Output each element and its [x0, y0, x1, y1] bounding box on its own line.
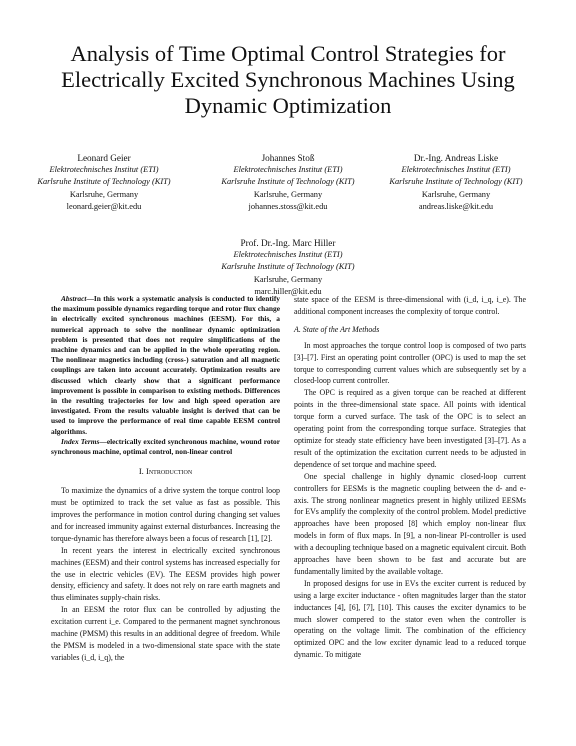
author-name: Johannes Stoß	[261, 153, 315, 163]
paragraph: To maximize the dynamics of a drive system the torque control loop must be optimized to track the set value as fast as possible. This improves the performance in motion control during changing set values and for increased immunity against external disturbances. Increasing the torque-dynamic has therefore always been a focus of research [1], [2].	[51, 486, 280, 543]
author-block-4	[188, 237, 388, 298]
author-name: Leonard Geier	[77, 153, 131, 163]
author-department: Elektrotechnisches Institut (ETI)	[49, 165, 159, 175]
paragraph: In most approaches the torque control loop is composed of two parts [3]–[7]. First an operating point controller (OPC) is used to map the set torque to corresponding current values which are subsequently set by a closed-loop current controller.	[294, 340, 526, 386]
author-department: Elektrotechnisches Institut (ETI)	[233, 165, 343, 175]
abstract	[51, 294, 280, 437]
author-institution: Karlsruhe Institute of Technology (KIT)	[221, 177, 355, 187]
author-institution: Karlsruhe Institute of Technology (KIT)	[37, 177, 171, 187]
author-block-2	[200, 152, 376, 213]
index-terms	[51, 437, 280, 457]
author-institution: Karlsruhe Institute of Technology (KIT)	[221, 262, 355, 272]
right-column	[294, 294, 526, 661]
author-location: Karlsruhe, Germany	[421, 189, 491, 199]
abstract-lead: Abstract	[61, 294, 87, 303]
paragraph: The OPC is required as a given torque can be reached at different points in the three-dimensional state space. All points with identical torque form a curved surface. The task of the OPC is to select an operating point from the corresponding torque surface. Strategies that optimize for steady state efficiency have been investigated [3]–[7]. As a result of the optimization the excitation current needs to be adjusted in dependence of set torque and machine speed.	[294, 388, 526, 469]
left-column	[51, 294, 280, 664]
author-department: Elektrotechnisches Institut (ETI)	[233, 250, 343, 260]
author-email: marc.hiller@kit.edu	[254, 286, 322, 296]
section-heading: I. Introduction	[138, 466, 193, 477]
author-location: Karlsruhe, Germany	[253, 189, 323, 199]
index-terms-text: —electrically excited synchronous machine, wound rotor synchronous machine, optimal control, non-linear control	[51, 436, 281, 457]
paragraph: In recent years the interest in electrically excited synchronous machines (EESM) and their control systems has increased especially for the use in electric vehicles (EV). The EESM provides high power density, efficiency and safety. It does not rely on rare earth magnets and thus eliminates supply-chain risks.	[51, 545, 280, 603]
paragraph: In proposed designs for use in EVs the exciter current is reduced by using a large exciter inductance - often magnitudes larger than the stator inductances [4], [6], [7], [10]. This causes the exciter dynamics to be much slower compered to the stator even when the controller is operating on the voltage limit. The combination of the efficiency optimized OPC and the low exciter dynamic lead to a reduced torque dynamic. To mitigate	[294, 578, 526, 660]
author-name: Prof. Dr.-Ing. Marc Hiller	[240, 238, 336, 248]
paper-title: Analysis of Time Optimal Control Strategies for Electrically Excited Synchronous Machines Using Dynamic Optimization	[61, 41, 515, 118]
author-block-3	[370, 152, 542, 213]
author-department: Elektrotechnisches Institut (ETI)	[401, 165, 511, 175]
abstract-text: —In this work a systematic analysis is conducted to identify the maximum possible dynamics regarding torque and rotor flux change in electrically excited synchronous machines (EESM). For this, a numerical approach to solve the nonlinear dynamic optimization problem is presented that does not require simplifications of the machine dynamics and can be applied in the whole operating region. The nonlinear magnetics including (cross-) saturation and all magnetic couplings are taken into account accurately. Optimization results are discussed which clearly show that a significant performance improvement is possible in comparison to existing methods. Differences in the resulting trajectories for low and high speed operation are investigated. From the results valuable insight is derived that can be used to improve the performance of real time capable EESM control algorithms.	[51, 294, 280, 436]
author-block-1	[18, 152, 190, 213]
author-location: Karlsruhe, Germany	[69, 189, 139, 199]
paragraph: One special challenge in highly dynamic closed-loop current controllers for EESMs is the magnetic coupling between the d- and e-axis. The strong nonlinear magnetics present in highly utilized EESMs for EVs amplify the complexity of the control problem. Model predictive approaches have been proposed [8] which employ non-linear flux models in form of flux maps. In [9], a non-linear PI-controller is used with a decoupling technique based on a magnetic equivalent circuit. Both approaches have been shown to be fast and accurate but are fundamentally limited by the available voltage.	[294, 471, 526, 576]
paragraph: In an EESM the rotor flux can be controlled by adjusting the excitation current i_e. Compared to the permanent magnet synchronous machine (PMSM) this results in an additional degree of freedom. While the PMSM is modeled in a two-dimensional state space with the state variables (i_d, i_q), the	[51, 605, 280, 662]
author-name: Dr.-Ing. Andreas Liske	[413, 153, 499, 163]
author-email: andreas.liske@kit.edu	[418, 201, 494, 211]
paragraph: state space of the EESM is three-dimensional with (i_d, i_q, i_e). The additional component increases the complexity of torque control.	[294, 295, 526, 316]
author-institution: Karlsruhe Institute of Technology (KIT)	[389, 177, 523, 187]
subsection-heading: A. State of the Art Methods	[294, 324, 380, 334]
author-email: leonard.geier@kit.edu	[66, 201, 142, 211]
author-email: johannes.stoss@kit.edu	[248, 201, 328, 211]
index-terms-lead: Index Terms	[61, 436, 100, 446]
author-location: Karlsruhe, Germany	[253, 274, 323, 284]
